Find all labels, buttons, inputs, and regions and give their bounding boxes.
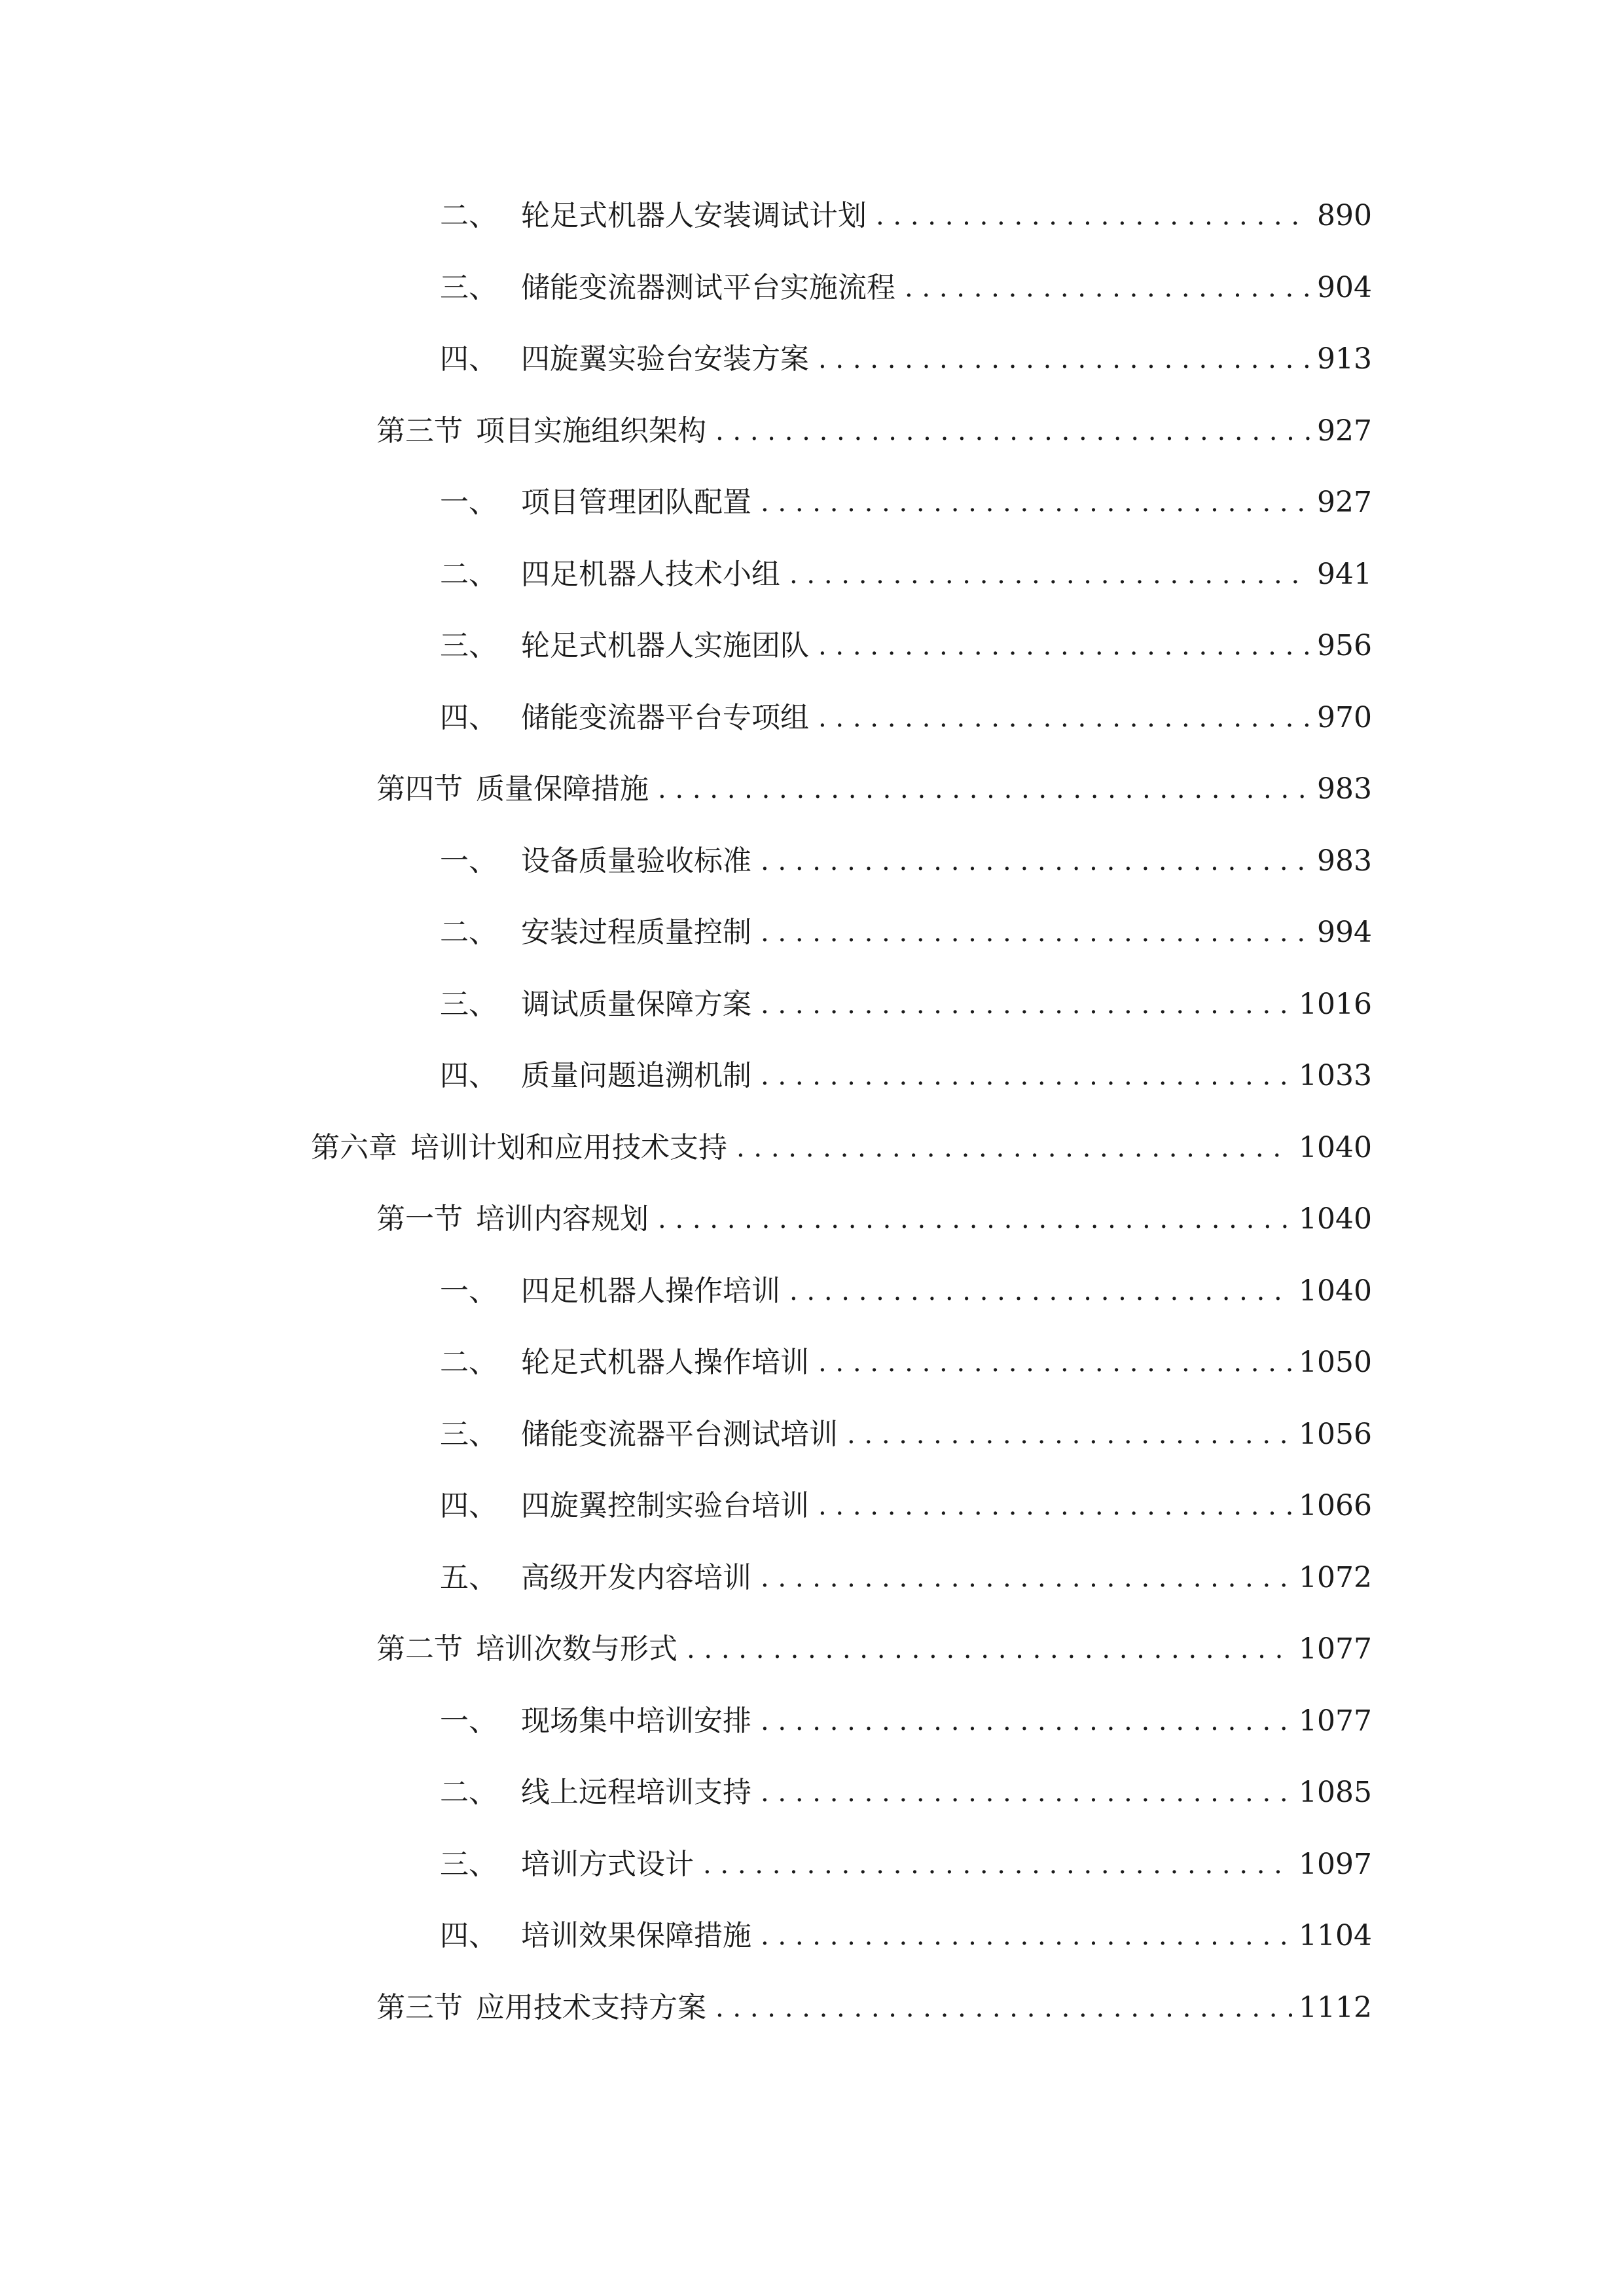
toc-dot-leader [761, 1050, 1292, 1102]
toc-entry-title: 四足机器人技术小组 [521, 558, 780, 591]
toc-entry-page-number: 927 [1317, 414, 1372, 448]
toc-entry-number: 四、 [440, 701, 497, 734]
toc-entry-title: 安装过程质量控制 [521, 916, 751, 949]
toc-entry-page-number: 904 [1317, 271, 1372, 304]
toc-dot-leader [761, 1695, 1292, 1748]
toc-entry-page-number: 994 [1317, 916, 1372, 949]
toc-entry-page-number: 927 [1317, 486, 1372, 519]
toc-entry-title: 储能变流器测试平台实施流程 [521, 271, 895, 304]
toc-entry[interactable] [440, 1839, 1372, 1891]
toc-entry-page-number: 1040 [1299, 1202, 1372, 1236]
toc-entry-number: 二、 [440, 1776, 497, 1809]
toc-dot-leader [818, 692, 1310, 744]
toc-entry[interactable] [440, 1408, 1372, 1461]
toc-entry-number: 第一节 [376, 1202, 463, 1236]
toc-entry-title: 轮足式机器人实施团队 [521, 629, 809, 662]
toc-entry-title: 培训效果保障措施 [521, 1919, 751, 1952]
toc-entry-page-number: 913 [1317, 342, 1372, 376]
toc-entry-number: 三、 [440, 271, 497, 304]
toc-dot-leader [658, 763, 1310, 816]
toc-entry-title: 质量问题追溯机制 [521, 1059, 751, 1092]
toc-entry-page-number: 1077 [1299, 1704, 1372, 1738]
toc-entry-number: 第三节 [376, 414, 463, 448]
toc-entry[interactable] [376, 1982, 1372, 2034]
toc-entry-title: 现场集中培训安排 [521, 1704, 751, 1738]
toc-entry-page-number: 941 [1317, 558, 1372, 591]
toc-entry-title: 培训次数与形式 [476, 1632, 677, 1666]
toc-entry-page-number: 1016 [1299, 988, 1372, 1021]
toc-entry-number: 第三节 [376, 1991, 463, 2024]
toc-entry[interactable] [440, 692, 1372, 744]
toc-entry-number: 三、 [440, 1848, 497, 1881]
toc-entry[interactable] [376, 763, 1372, 816]
toc-entry-number: 三、 [440, 988, 497, 1021]
toc-entry-page-number: 983 [1317, 844, 1372, 878]
toc-entry[interactable] [440, 262, 1372, 314]
toc-entry-page-number: 1040 [1299, 1131, 1372, 1164]
toc-entry-number: 二、 [440, 1346, 497, 1379]
toc-entry[interactable] [440, 906, 1372, 959]
toc-entry-number: 三、 [440, 629, 497, 662]
toc-entry-title: 储能变流器平台专项组 [521, 701, 809, 734]
toc-entry[interactable] [440, 1050, 1372, 1102]
toc-entry[interactable] [376, 1193, 1372, 1246]
toc-dot-leader [789, 548, 1310, 601]
toc-entry-title: 培训计划和应用技术支持 [410, 1131, 727, 1164]
toc-entry-number: 第四节 [376, 772, 463, 806]
toc-entry-page-number: 1072 [1299, 1561, 1372, 1594]
toc-entry-page-number: 1066 [1299, 1489, 1372, 1522]
toc-entry-page-number: 1112 [1299, 1991, 1372, 2024]
toc-entry[interactable] [376, 1623, 1372, 1676]
toc-entry[interactable] [440, 1552, 1372, 1604]
toc-entry-page-number: 1104 [1299, 1919, 1372, 1952]
toc-entry-page-number: 970 [1317, 701, 1372, 734]
toc-entry-title: 项目实施组织架构 [476, 414, 706, 448]
toc-entry[interactable] [440, 476, 1372, 529]
toc-entry-title: 四旋翼实验台安装方案 [521, 342, 809, 376]
toc-dot-leader [761, 978, 1292, 1031]
toc-entry[interactable] [440, 1336, 1372, 1389]
toc-entry-number: 一、 [440, 1704, 497, 1738]
toc-entry-number: 一、 [440, 1274, 497, 1308]
toc-entry-title: 轮足式机器人操作培训 [521, 1346, 809, 1379]
toc-entry[interactable] [311, 1122, 1372, 1174]
toc-dot-leader [818, 1480, 1292, 1532]
toc-entry-page-number: 1056 [1299, 1418, 1372, 1451]
toc-dot-leader [818, 333, 1310, 386]
toc-dot-leader [715, 1982, 1292, 2034]
toc-dot-leader [715, 405, 1310, 457]
toc-dot-leader [761, 1767, 1292, 1819]
toc-entry-number: 四、 [440, 342, 497, 376]
toc-entry-number: 五、 [440, 1561, 497, 1594]
toc-dot-leader [847, 1408, 1292, 1461]
toc-dot-leader [818, 1336, 1292, 1389]
toc-entry-page-number: 1077 [1299, 1632, 1372, 1666]
toc-entry[interactable] [440, 1265, 1372, 1318]
toc-entry-page-number: 983 [1317, 772, 1372, 806]
toc-entry-title: 线上远程培训支持 [521, 1776, 751, 1809]
toc-dot-leader [761, 1552, 1292, 1604]
toc-entry-page-number: 1050 [1299, 1346, 1372, 1379]
toc-dot-leader [658, 1193, 1292, 1246]
toc-entry[interactable] [440, 333, 1372, 386]
toc-entry-number: 三、 [440, 1418, 497, 1451]
toc-entry-number: 二、 [440, 916, 497, 949]
toc-entry-number: 第六章 [311, 1131, 397, 1164]
toc-dot-leader [761, 835, 1310, 888]
toc-entry-title: 四旋翼控制实验台培训 [521, 1489, 809, 1522]
toc-entry[interactable] [440, 1695, 1372, 1748]
toc-entry[interactable] [440, 620, 1372, 672]
toc-entry-number: 第二节 [376, 1632, 463, 1666]
toc-entry[interactable] [440, 190, 1372, 242]
toc-entry[interactable] [440, 835, 1372, 888]
toc-entry-title: 质量保障措施 [476, 772, 649, 806]
toc-entry-number: 四、 [440, 1919, 497, 1952]
toc-entry-number: 四、 [440, 1489, 497, 1522]
toc-entry-title: 轮足式机器人安装调试计划 [521, 199, 867, 232]
toc-entry[interactable] [440, 1480, 1372, 1532]
toc-entry[interactable] [376, 405, 1372, 457]
toc-entry-title: 应用技术支持方案 [476, 1991, 706, 2024]
toc-entry-number: 二、 [440, 199, 497, 232]
toc-entry[interactable] [440, 978, 1372, 1031]
toc-dot-leader [789, 1265, 1292, 1318]
toc-dot-leader [761, 906, 1310, 959]
toc-dot-leader [761, 1910, 1292, 1962]
toc-entry[interactable] [440, 1767, 1372, 1819]
toc-entry-title: 设备质量验收标准 [521, 844, 751, 878]
toc-entry-number: 二、 [440, 558, 497, 591]
toc-entry-title: 培训内容规划 [476, 1202, 649, 1236]
toc-entry-page-number: 1097 [1299, 1848, 1372, 1881]
toc-dot-leader [818, 620, 1310, 672]
toc-entry-title: 高级开发内容培训 [521, 1561, 751, 1594]
toc-dot-leader [736, 1122, 1292, 1174]
toc-entry-title: 调试质量保障方案 [521, 988, 751, 1021]
toc-entry-title: 四足机器人操作培训 [521, 1274, 780, 1308]
toc-entry[interactable] [440, 548, 1372, 601]
toc-entry-page-number: 890 [1317, 199, 1372, 232]
toc-dot-leader [687, 1623, 1292, 1676]
toc-entry[interactable] [440, 1910, 1372, 1962]
toc-entry-page-number: 1085 [1299, 1776, 1372, 1809]
toc-entry-title: 培训方式设计 [521, 1848, 694, 1881]
toc-entry-number: 一、 [440, 486, 497, 519]
toc-entry-page-number: 1033 [1299, 1059, 1372, 1092]
toc-entry-title: 储能变流器平台测试培训 [521, 1418, 838, 1451]
toc-entry-page-number: 1040 [1299, 1274, 1372, 1308]
toc-dot-leader [761, 476, 1310, 529]
toc-entry-number: 四、 [440, 1059, 497, 1092]
toc-dot-leader [876, 190, 1310, 242]
toc-entry-number: 一、 [440, 844, 497, 878]
toc-dot-leader [905, 262, 1310, 314]
toc-entry-title: 项目管理团队配置 [521, 486, 751, 519]
toc-dot-leader [703, 1839, 1292, 1891]
toc-entry-page-number: 956 [1317, 629, 1372, 662]
